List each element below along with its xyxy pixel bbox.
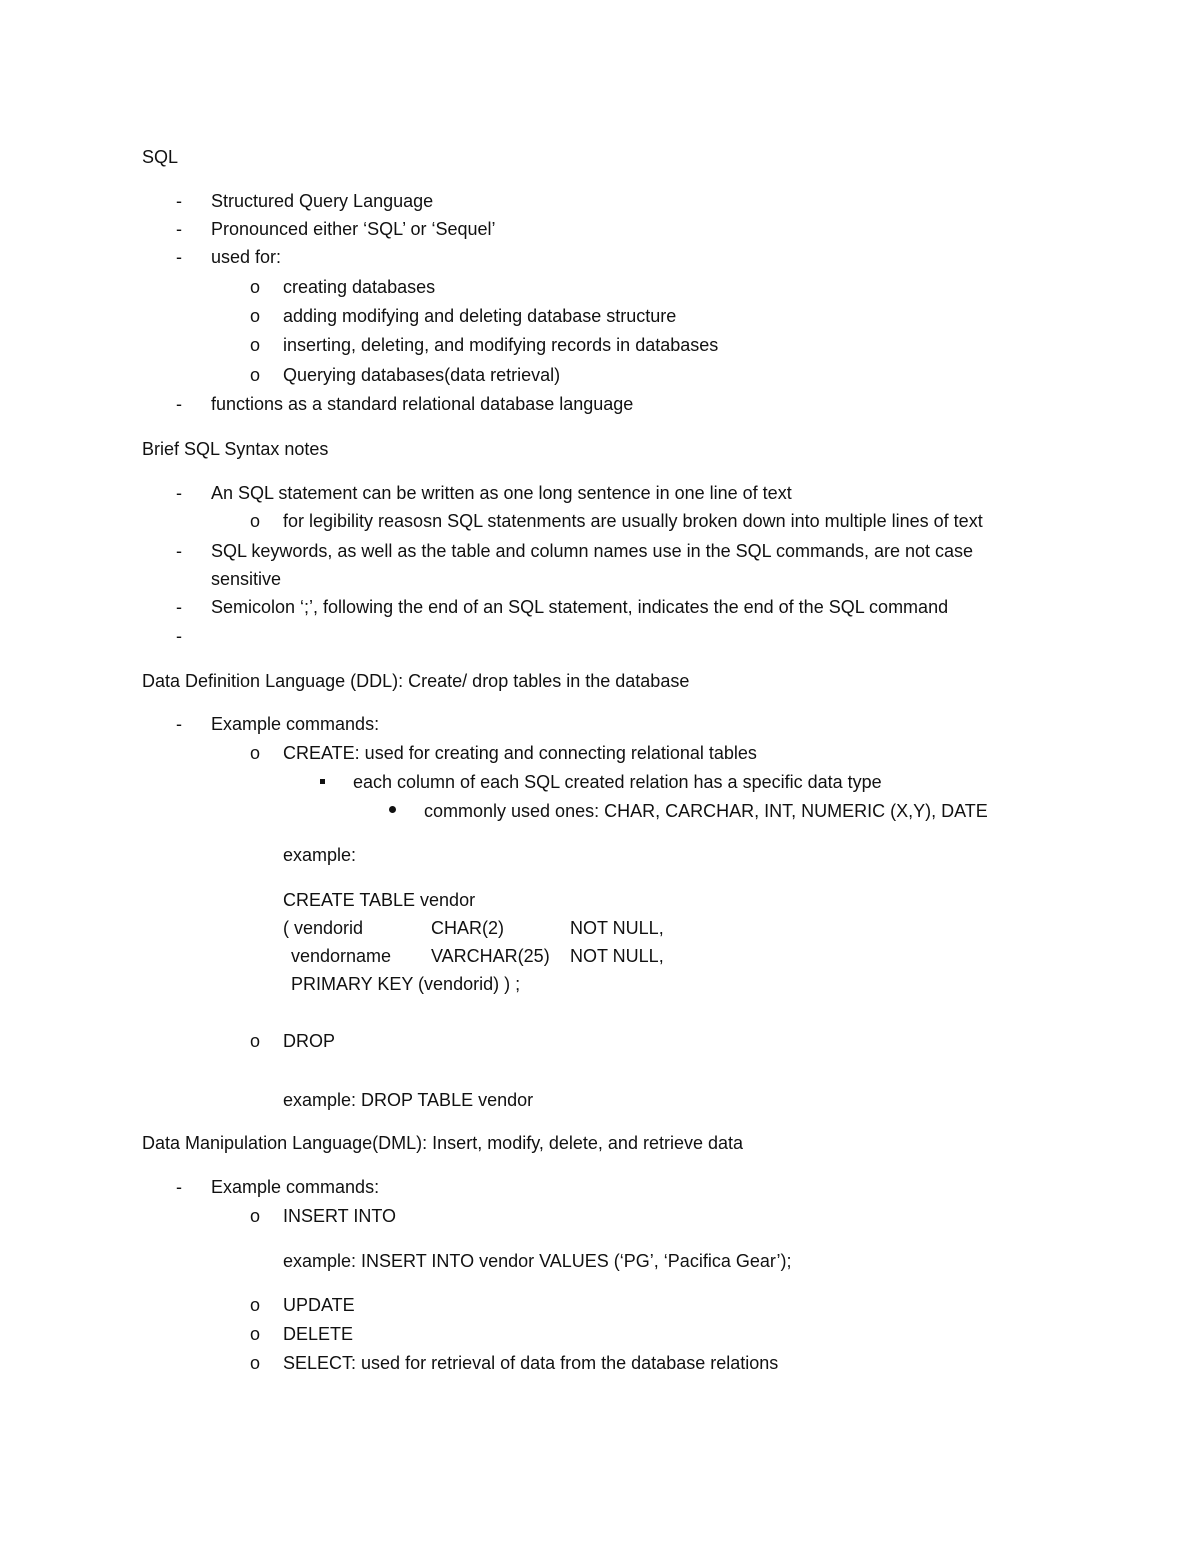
dash-bullet: - bbox=[176, 219, 182, 239]
code-cell: vendorname bbox=[291, 946, 392, 966]
list-item: each column of each SQL created relation has a specific data type bbox=[353, 772, 882, 792]
list-item: used for: bbox=[211, 247, 282, 267]
list-item: adding modifying and deleting database structure bbox=[283, 306, 677, 326]
dash-bullet: - bbox=[176, 541, 182, 561]
list-item: Semicolon ‘;’, following the end of an SQL statement, indicates the end of the SQL command bbox=[211, 597, 949, 617]
dash-bullet: - bbox=[176, 1177, 182, 1197]
dash-bullet: - bbox=[176, 597, 182, 617]
list-item: commonly used ones: CHAR, CARCHAR, INT, NUMERIC (X,Y), DATE bbox=[424, 801, 988, 821]
list-item-continuation: sensitive bbox=[211, 569, 282, 589]
list-item: CREATE: used for creating and connecting relational tables bbox=[283, 743, 757, 763]
list-item: Pronounced either ‘SQL’ or ‘Sequel’ bbox=[211, 219, 496, 239]
list-item: An SQL statement can be written as one long sentence in one line of text bbox=[211, 483, 792, 503]
list-item: creating databases bbox=[283, 277, 436, 297]
heading-sql: SQL bbox=[142, 147, 179, 167]
code-cell: CHAR(2) bbox=[431, 918, 505, 938]
circle-bullet: o bbox=[250, 306, 261, 326]
circle-bullet: o bbox=[250, 1031, 261, 1051]
example-line: example: INSERT INTO vendor VALUES (‘PG’, ‘Pacifica Gear’); bbox=[283, 1251, 792, 1271]
circle-bullet: o bbox=[250, 1324, 261, 1344]
circle-bullet: o bbox=[250, 1353, 261, 1373]
list-item: DROP bbox=[283, 1031, 336, 1051]
heading-ddl: Data Definition Language (DDL): Create/ drop tables in the database bbox=[142, 671, 690, 691]
list-item: Structured Query Language bbox=[211, 191, 434, 211]
circle-bullet: o bbox=[250, 1295, 261, 1315]
list-item: functions as a standard relational database language bbox=[211, 394, 634, 414]
list-item: for legibility reasosn SQL statenments are usually broken down into multiple lines of text bbox=[283, 511, 983, 531]
circle-bullet: o bbox=[250, 277, 261, 297]
square-bullet bbox=[320, 779, 325, 784]
dash-bullet: - bbox=[176, 394, 182, 414]
code-line: CREATE TABLE vendor bbox=[283, 890, 476, 910]
circle-bullet: o bbox=[250, 335, 261, 355]
list-item: Example commands: bbox=[211, 1177, 380, 1197]
example-label: example: bbox=[283, 845, 357, 865]
list-item: INSERT INTO bbox=[283, 1206, 397, 1226]
circle-bullet: o bbox=[250, 1206, 261, 1226]
dash-bullet: - bbox=[176, 483, 182, 503]
circle-bullet: o bbox=[250, 365, 261, 385]
code-cell: NOT NULL, bbox=[570, 918, 664, 938]
code-cell: ( vendorid bbox=[283, 918, 364, 938]
list-item: SQL keywords, as well as the table and column names use in the SQL commands, are not case bbox=[211, 541, 974, 561]
dash-bullet: - bbox=[176, 714, 182, 734]
list-item: inserting, deleting, and modifying records in databases bbox=[283, 335, 719, 355]
dash-bullet: - bbox=[176, 626, 182, 646]
dash-bullet: - bbox=[176, 247, 182, 267]
code-line: PRIMARY KEY (vendorid) ) ; bbox=[291, 974, 521, 994]
heading-dml: Data Manipulation Language(DML): Insert, modify, delete, and retrieve data bbox=[142, 1133, 744, 1153]
list-item: DELETE bbox=[283, 1324, 354, 1344]
list-item: UPDATE bbox=[283, 1295, 355, 1315]
code-cell: NOT NULL, bbox=[570, 946, 664, 966]
example-line: example: DROP TABLE vendor bbox=[283, 1090, 534, 1110]
heading-syntax: Brief SQL Syntax notes bbox=[142, 439, 329, 459]
circle-bullet: o bbox=[250, 743, 261, 763]
round-bullet bbox=[389, 806, 396, 813]
dash-bullet: - bbox=[176, 191, 182, 211]
code-cell: VARCHAR(25) bbox=[431, 946, 550, 966]
list-item: SELECT: used for retrieval of data from the database relations bbox=[283, 1353, 779, 1373]
circle-bullet: o bbox=[250, 511, 261, 531]
list-item: Querying databases(data retrieval) bbox=[283, 365, 561, 385]
list-item: Example commands: bbox=[211, 714, 380, 734]
